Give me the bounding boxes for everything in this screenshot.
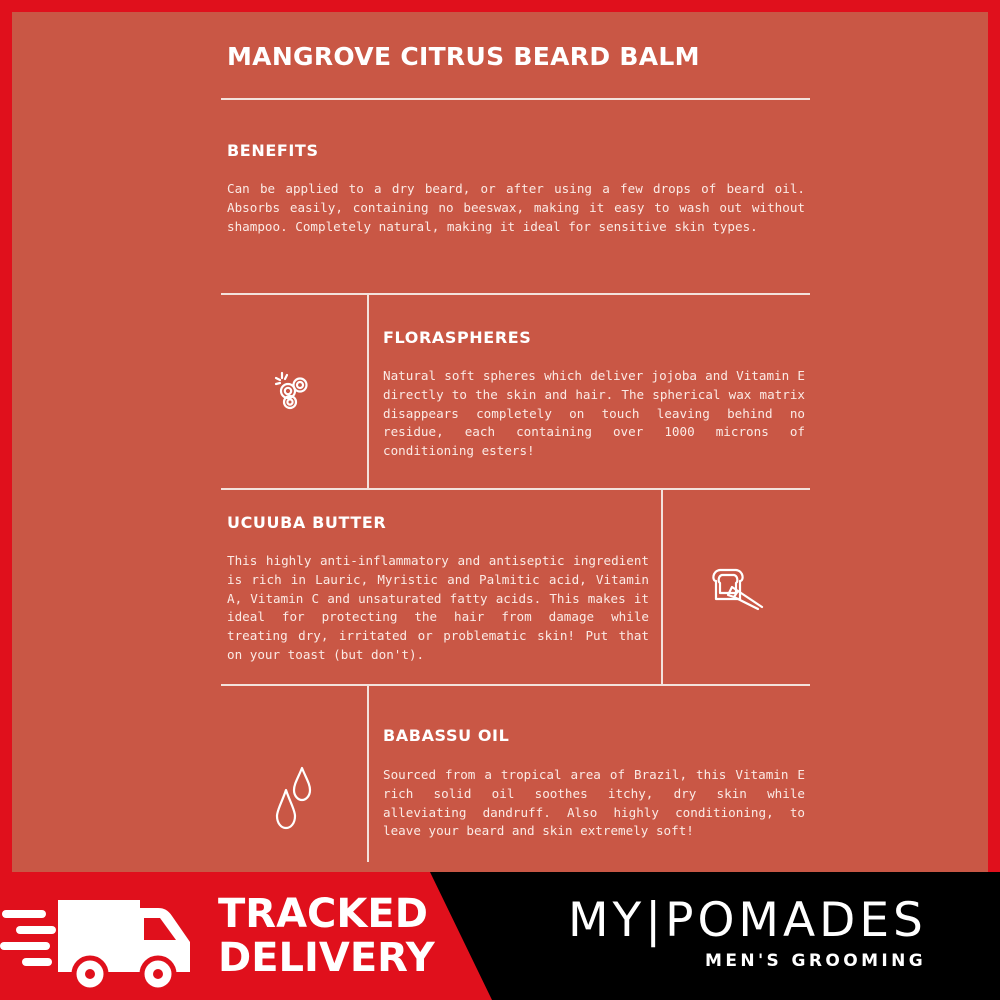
babassu-text: Sourced from a tropical area of Brazil, this Vitamin E rich solid oil soothes itchy, dry skin while alleviating dandruff. Also highly conditioning, to leave your beard and skin extremely soft! <box>383 767 805 839</box>
divider <box>367 685 369 862</box>
ucuuba-text: This highly anti-inflammatory and antiseptic ingredient is rich in Lauric, Myristic and Palmitic acid, Vitamin A, Vitamin C and unsaturated fatty acids. This makes it ideal for protecting the hair from damage while treating dry, irritated or problematic skin! Put that on your toast (but don't). <box>227 553 649 662</box>
benefits-heading: BENEFITS <box>227 141 319 160</box>
spheres-icon <box>270 363 320 417</box>
oil-drops-icon <box>270 764 320 838</box>
divider <box>221 488 810 490</box>
divider <box>221 684 810 686</box>
product-info-panel <box>12 12 988 872</box>
divider <box>221 98 810 100</box>
toast-butter-icon <box>710 565 768 615</box>
delivery-line-2: DELIVERY <box>218 935 435 981</box>
fast-truck-icon <box>0 890 200 999</box>
brand-tagline: MEN'S GROOMING <box>705 951 927 971</box>
babassu-heading: BABASSU OIL <box>383 726 510 745</box>
brand-logo: MY|POMADES <box>568 893 927 948</box>
divider <box>221 293 810 295</box>
benefits-text: Can be applied to a dry beard, or after using a few drops of beard oil. Absorbs easily, containing no beeswax, making it easy to wash out without shampoo. Completely natural, making it ideal for sensitive skin types. <box>227 181 805 234</box>
floraspheres-text: Natural soft spheres which deliver jojoba and Vitamin E directly to the skin and hair. The spherical wax matrix disappears completely on touch leaving behind no residue, each containing over 1000 microns of conditioning esters! <box>383 368 805 459</box>
ucuuba-heading: UCUUBA BUTTER <box>227 513 387 532</box>
product-title: MANGROVE CITRUS BEARD BALM <box>227 42 700 71</box>
delivery-line-1: TRACKED <box>218 891 428 937</box>
divider <box>661 489 663 685</box>
divider <box>367 294 369 489</box>
floraspheres-heading: FLORASPHERES <box>383 328 532 347</box>
